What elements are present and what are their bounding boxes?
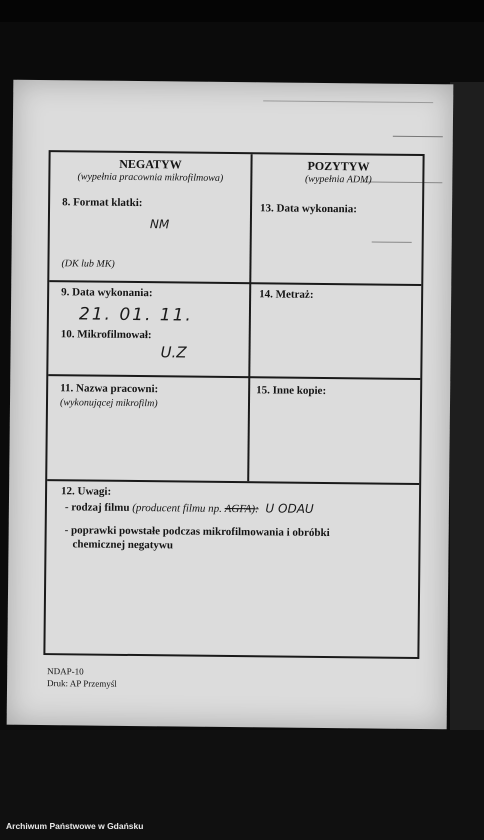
imprint-code: NDAP-10 — [47, 666, 84, 677]
field-12-line3: chemicznej negatywu — [72, 538, 174, 552]
field-12-line1 — [65, 499, 314, 516]
form-table — [43, 150, 424, 659]
column-divider — [247, 154, 252, 481]
film-producent-hint: (producent filmu np. — [132, 501, 223, 515]
field-13-label: 13. Data wykonania: — [259, 202, 357, 216]
field-8-label: 8. Format klatki: — [62, 196, 143, 210]
top-dark-band — [0, 0, 484, 22]
pozytyw-title: POZYTYW — [307, 158, 370, 174]
row-divider — [48, 374, 420, 380]
field-15-label: 15. Inne kopie: — [256, 384, 327, 398]
field-10-label: 10. Mikrofilmował: — [60, 328, 152, 342]
negatyw-subtitle: (wypełnia pracownia mikrofilmowa) — [77, 171, 224, 184]
archive-footer: Archiwum Państwowe w Gdańsku — [6, 821, 144, 831]
pozytyw-subtitle: (wypełnia ADM) — [304, 173, 372, 186]
field-11-note: (wykonującej mikrofilm) — [59, 397, 158, 410]
field-14-label: 14. Metraż: — [259, 288, 314, 301]
field-8-value: NM — [149, 217, 170, 232]
field-10-value: U.Z — [160, 343, 187, 362]
row-divider — [49, 280, 421, 286]
imprint-printer: Druk: AP Przemyśl — [47, 678, 117, 689]
film-type-label: - rodzaj filmu — [64, 501, 130, 514]
negatyw-title: NEGATYW — [119, 156, 182, 172]
field-11-label: 11. Nazwa pracowni: — [60, 382, 159, 396]
film-example-struck: AGFA): — [224, 502, 259, 516]
field-12-label: 12. Uwagi: — [61, 485, 112, 498]
film-type-value: U ODAU — [265, 501, 314, 516]
right-dark-edge — [450, 82, 484, 732]
field-9-label: 9. Data wykonania: — [61, 286, 153, 300]
row-divider — [47, 479, 419, 485]
scan-mark — [393, 136, 443, 138]
field-12-line2: - poprawki powstałe podczas mikrofilmowania i obróbki — [64, 524, 330, 540]
field-8-note: (DK lub MK) — [61, 258, 115, 270]
document-card — [7, 80, 454, 730]
field-9-value: 21. 01. 11. — [78, 304, 193, 326]
scan-mark — [263, 100, 433, 103]
